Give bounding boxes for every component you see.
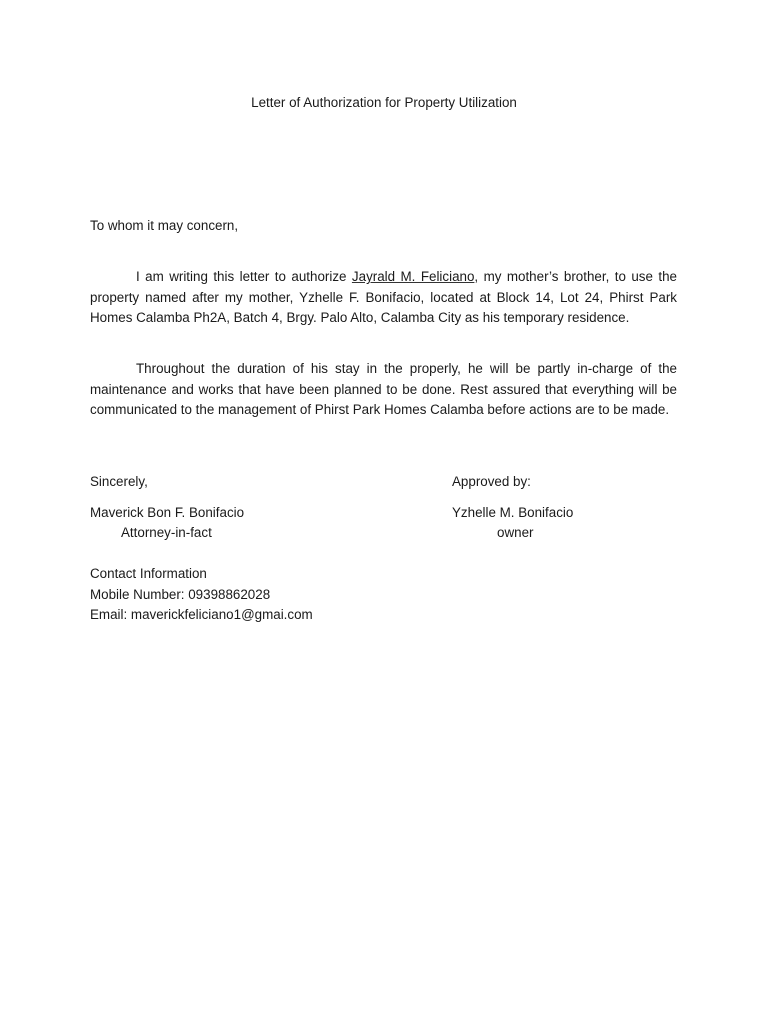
- signature-block-left: [90, 472, 244, 544]
- signature-block-right: [452, 472, 573, 544]
- salutation: To whom it may concern,: [90, 218, 239, 233]
- contact-email: Email: maverickfeliciano1@gmai.com: [90, 607, 313, 622]
- paragraph1-before: I am writing this letter to authorize: [136, 269, 352, 284]
- letter-title: Letter of Authorization for Property Utilization: [251, 95, 517, 110]
- contact-mobile: Mobile Number: 09398862028: [90, 586, 271, 602]
- approver-role: owner: [497, 525, 534, 540]
- contact-information: [90, 564, 313, 626]
- signer-name: Maverick Bon F. Bonifacio: [90, 504, 245, 520]
- closing-approved-by: Approved by:: [452, 474, 531, 489]
- signer-role: Attorney-in-fact: [121, 525, 212, 540]
- paragraph-responsibilities: Throughout the duration of his stay in the properly, he will be partly in-charge of the maintenance and works that have been planned to be done. Rest assured that everything will be communicated to the management of Phirst Park Homes Calamba before actions are to be made.: [90, 361, 677, 417]
- closing-sincerely: Sincerely,: [90, 474, 148, 489]
- approver-name: Yzhelle M. Bonifacio: [452, 504, 574, 520]
- authorized-person-name: Jayrald M. Feliciano: [351, 269, 475, 284]
- contact-heading: Contact Information: [90, 566, 207, 581]
- paragraph1-after: , my mother’s brother, to use the property named after my mother, Yzhelle F. Bonifacio, located at Block 14, Lot 24, Phirst Park Homes Calamba Ph2A, Batch 4, Brgy. Palo Alto, Calamba City as his temporary residence.: [90, 269, 677, 325]
- paragraph-authorization: [90, 267, 677, 329]
